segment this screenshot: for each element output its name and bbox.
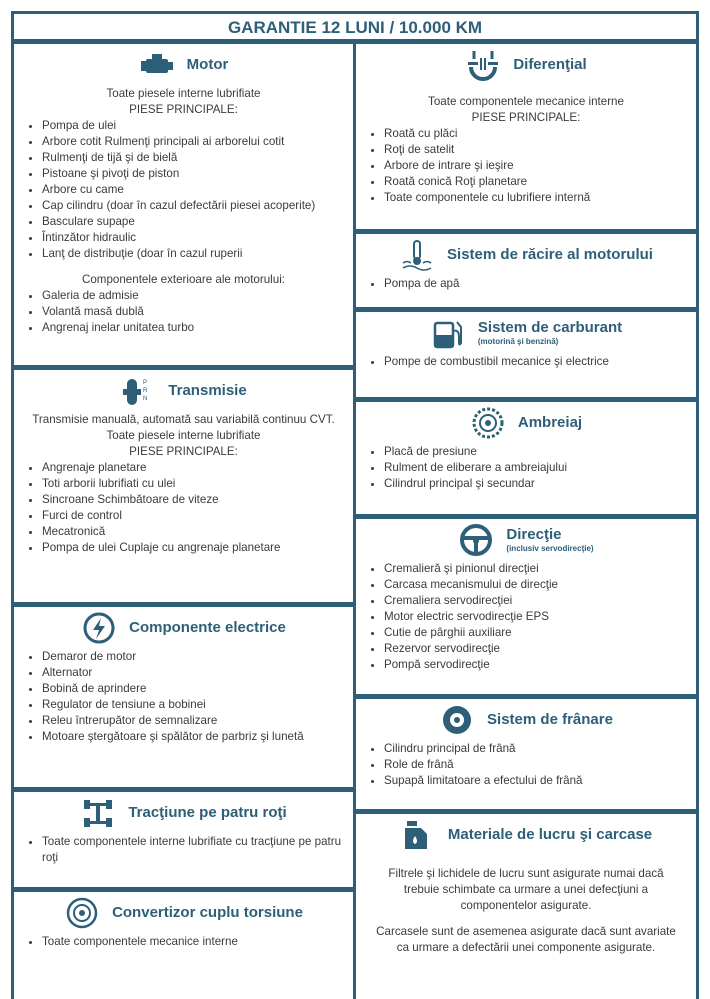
list-item: • Pompa de ulei <box>42 118 343 134</box>
section-header <box>356 523 696 557</box>
section-title-wrap <box>448 827 652 844</box>
section-title-wrap <box>506 527 593 553</box>
section-subtitle: (motorină şi benzină) <box>477 337 559 346</box>
list-item: • Volantă masă dublă <box>42 304 343 320</box>
list-item: • Rezervor servodirecţie <box>384 641 686 657</box>
svg-text:N: N <box>143 396 148 402</box>
section-title: Transmisie <box>168 381 247 399</box>
list-item: • Motor electric servodirecţie EPS <box>384 609 686 625</box>
item-list <box>14 649 353 745</box>
extra-heading: Componentele exterioare ale motorului: <box>81 273 285 286</box>
list-item: • Rulmenţi de tijă şi de bielă <box>42 150 343 166</box>
item-list <box>14 934 353 950</box>
lightning-icon <box>81 612 117 644</box>
intro-text: Toate componentele mecanice interne <box>428 95 624 108</box>
section-electrice <box>11 602 356 792</box>
item-list <box>356 741 696 789</box>
list-item: • Toate componentele interne lubrifiate cu tracţiune pe patru roţi <box>42 834 343 866</box>
section-transmisie <box>11 365 356 607</box>
section-directie <box>353 514 699 699</box>
list-item: • Toate componentele mecanice interne <box>42 934 343 950</box>
list-item: • Întinzător hidraulic <box>42 230 343 246</box>
section-title-wrap <box>487 712 613 729</box>
section-motor <box>11 39 356 370</box>
list-item: • Placă de presiune <box>384 444 686 460</box>
list-item: • Pompa de ulei Cuplaje cu angrenaje planetare <box>42 540 343 556</box>
section-header <box>356 406 696 440</box>
page-title: GARANTIE 12 LUNI / 10.000 KM <box>11 11 699 44</box>
section-title: Direcţie <box>506 526 562 543</box>
torque-converter-icon <box>64 897 100 929</box>
section-diferential <box>353 39 699 234</box>
list-item: • Motoare ştergătoare şi spălător de parbriz şi lunetă <box>42 729 343 745</box>
list-item: • Angrenaj inelar unitatea turbo <box>42 320 343 336</box>
section-title-wrap <box>518 415 582 432</box>
brake-disc-icon <box>439 704 475 736</box>
item-list <box>356 561 696 673</box>
list-item: • Regulator de tensiune a bobinei <box>42 697 343 713</box>
paragraph: Carcasele sunt de asemenea asigurate dacă sunt avariate ca urmare a defectării unei componente asigurate. <box>376 925 676 954</box>
spacer <box>356 914 696 924</box>
section-title-wrap <box>128 805 286 822</box>
section-title: Materiale de lucru şi carcase <box>447 825 653 843</box>
list-item: • Sincroane Schimbătoare de viteze <box>42 492 343 508</box>
list-item: • Rulment de eliberare a ambreiajului <box>384 460 686 476</box>
item-list <box>356 276 696 292</box>
list-item: • Toate componentele cu lubrifiere internă <box>384 190 686 206</box>
list-item: • Alternator <box>42 665 343 681</box>
item-list <box>14 834 353 866</box>
list-item: • Pompa de apă <box>384 276 686 292</box>
list-item: • Furci de control <box>42 508 343 524</box>
section-header <box>14 48 353 82</box>
list-item: • Bobină de aprindere <box>42 681 343 697</box>
section-header <box>14 796 353 830</box>
section-ambreiaj <box>353 397 699 519</box>
item-list <box>356 126 696 206</box>
section-title: Componente electrice <box>129 618 286 636</box>
section-title: Ambreiaj <box>517 413 583 431</box>
list-item: • Cutie de pârghii auxiliare <box>384 625 686 641</box>
section-materiale <box>353 809 699 999</box>
section-tractiune <box>11 787 356 892</box>
list-item: • Cremalieră şi pinionul direcţiei <box>384 561 686 577</box>
list-item: • Galeria de admisie <box>42 288 343 304</box>
section-title-wrap <box>129 620 286 637</box>
section-convertizor <box>11 887 356 999</box>
clutch-icon <box>470 407 506 439</box>
gear-shift-icon <box>120 375 156 407</box>
list-item: • Angrenaje planetare <box>42 460 343 476</box>
section-carburant <box>353 307 699 402</box>
coolant-temperature-icon <box>399 239 435 271</box>
item-list <box>14 118 353 262</box>
section-title-wrap <box>187 57 229 74</box>
paragraph: Filtrele şi lichidele de lucru sunt asigurate numai dacă trebuie schimbate ca urmare a unei defecţiuni a componentelor asigurate. <box>388 867 664 912</box>
list-item: • Toti arborii lubrifiati cu ulei <box>42 476 343 492</box>
differential-icon <box>465 49 501 81</box>
svg-text:R: R <box>143 388 148 394</box>
section-racire <box>353 229 699 312</box>
engine-icon <box>139 49 175 81</box>
intro-text: PIESE PRINCIPALE: <box>129 445 238 458</box>
section-header <box>356 48 696 82</box>
extra-item-list <box>14 288 353 336</box>
section-title: Convertizor cuplu torsiune <box>112 903 303 921</box>
section-subtitle: (inclusiv servodirecţie) <box>506 544 594 553</box>
svg-text:P: P <box>143 380 148 386</box>
oil-can-icon <box>400 819 436 851</box>
list-item: • Role de frână <box>384 757 686 773</box>
spacer <box>14 262 353 272</box>
section-franare <box>353 694 699 814</box>
section-title-wrap <box>478 320 622 346</box>
section-header <box>14 374 353 408</box>
section-title-wrap <box>112 905 303 922</box>
section-title: Sistem de carburant <box>477 319 623 336</box>
intro-text: Toate piesele interne lubrifiate <box>106 429 261 442</box>
intro-text: Transmisie manuală, automată sau variabilă continuu CVT. <box>32 413 335 426</box>
section-title: Sistem de frânare <box>487 710 613 728</box>
list-item: • Supapă limitatoare a efectului de frână <box>384 773 686 789</box>
list-item: • Cilindru principal de frână <box>384 741 686 757</box>
item-list <box>356 354 696 370</box>
list-item: • Demaror de motor <box>42 649 343 665</box>
list-item: • Cilindrul principal şi secundar <box>384 476 686 492</box>
list-item: • Basculare supape <box>42 214 343 230</box>
item-list <box>356 444 696 492</box>
intro-text: PIESE PRINCIPALE: <box>471 111 581 124</box>
section-header <box>14 896 353 930</box>
list-item: • Roată cu plăci <box>384 126 686 142</box>
section-header <box>356 818 696 852</box>
item-list <box>14 460 353 556</box>
intro-text: PIESE PRINCIPALE: <box>129 103 238 116</box>
section-header <box>356 238 696 272</box>
fuel-pump-icon <box>430 317 466 349</box>
list-item: • Pompe de combustibil mecanice şi electrice <box>384 354 686 370</box>
section-title: Motor <box>186 55 229 73</box>
section-header <box>14 611 353 645</box>
list-item: • Lanţ de distribuţie (doar în cazul ruperii <box>42 246 343 262</box>
list-item: • Releu întrerupător de semnalizare <box>42 713 343 729</box>
section-title: Diferenţial <box>513 55 587 73</box>
section-title-wrap <box>513 57 586 74</box>
section-header <box>356 703 696 737</box>
section-title: Sistem de răcire al motorului <box>447 245 653 263</box>
list-item: • Arbore de intrare şi ieşire <box>384 158 686 174</box>
list-item: • Carcasa mecanismului de direcţie <box>384 577 686 593</box>
steering-wheel-icon <box>458 524 494 556</box>
list-item: • Pompă servodirecţie <box>384 657 686 673</box>
list-item: • Cap cilindru (doar în cazul defectării piesei acoperite) <box>42 198 343 214</box>
section-title: Tracţiune pe patru roţi <box>128 803 287 821</box>
section-title-wrap <box>447 247 653 264</box>
list-item: • Roată conică Roţi planetare <box>384 174 686 190</box>
drivetrain-icon <box>80 797 116 829</box>
list-item: • Arbore cu came <box>42 182 343 198</box>
section-header <box>356 316 696 350</box>
list-item: • Mecatronică <box>42 524 343 540</box>
intro-text: Toate piesele interne lubrifiate <box>106 87 261 100</box>
list-item: • Pistoane şi pivoţi de piston <box>42 166 343 182</box>
section-title-wrap <box>168 383 246 400</box>
list-item: • Arbore cotit Rulmenţi principali ai arborelui cotit <box>42 134 343 150</box>
list-item: • Cremaliera servodirecţiei <box>384 593 686 609</box>
list-item: • Roţi de satelit <box>384 142 686 158</box>
